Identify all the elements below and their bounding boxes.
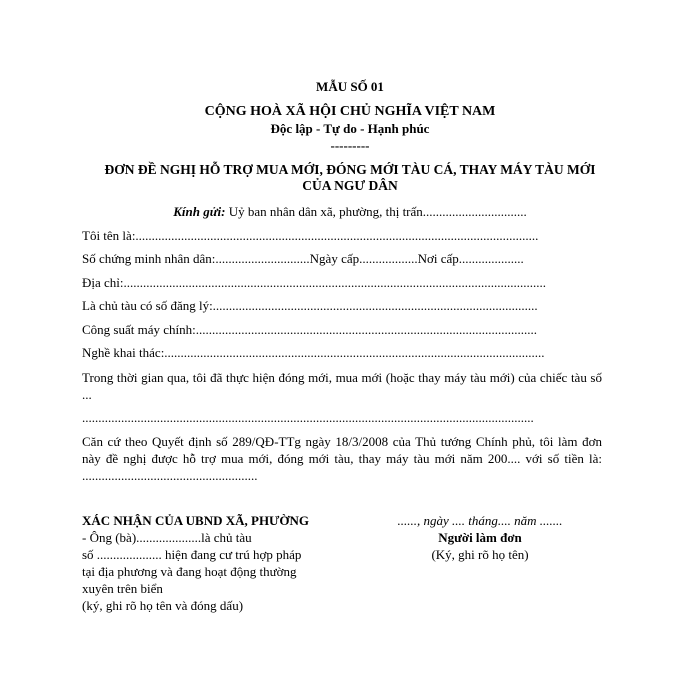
confirmation-line: tại địa phương và đang hoạt động thường [82,564,297,579]
form-title-line1: ĐƠN ĐỀ NGHỊ HỖ TRỢ MUA MỚI, ĐÓNG MỚI TÀU CÁ, THAY MÁY TÀU MỚI [104,162,596,177]
field-engine-power: Công suất máy chính:......................................................................................................... [82,322,537,337]
addressee [0,204,700,220]
commune-confirmation [82,512,309,614]
field-address: Địa chỉ:.................................................................................................................................. [82,275,547,290]
signature-note: (Ký, ghi rõ họ tên) [431,547,529,562]
motto: Độc lập - Tự do - Hạnh phúc [270,121,430,136]
applicant-label: Người làm đơn [438,530,522,545]
field-id-card: Số chứng minh nhân dân:.............................Ngày cấp..................Nơi cấp.................... [82,251,524,266]
field-fishing-trade: Nghề khai thác:..................................................................................................................... [82,345,545,360]
confirmation-line: số .................... hiện đang cư trú hợp pháp [82,547,302,562]
addressee-label: Kính gửi: [173,204,226,219]
date-line: ......, ngày .... tháng.... năm ....... [397,513,563,528]
form-title-line2: CỦA NGƯ DÂN [302,178,398,193]
form-number: MẪU SỐ 01 [316,79,384,94]
applicant-signature [380,512,580,563]
nation-title: CỘNG HOÀ XÃ HỘI CHỦ NGHĨA VIỆT NAM [204,104,496,119]
field-name: Tôi tên là:............................................................................................................................ [82,228,539,243]
confirmation-line: - Ông (bà)....................là chủ tàu [82,530,252,545]
confirmation-heading: XÁC NHẬN CỦA UBND XÃ, PHƯỜNG [82,513,310,528]
header-divider: --------- [330,138,370,153]
paragraph-boat-info: Trong thời gian qua, tôi đã thực hiện đóng mới, mua mới (hoặc thay máy tàu mới) của chiếc tàu số ... [82,370,602,402]
paragraph-dots: ........................................................................................................................................... [82,410,534,425]
paragraph-request: Căn cứ theo Quyết định số 289/QĐ-TTg ngày 18/3/2008 của Thủ tướng Chính phủ, tôi làm đơn này đề nghị được hỗ trợ mua mới, đóng mới tàu, thay máy tàu mới năm 200.... với số tiền là: ...................................................... [82,434,602,483]
confirmation-note: (ký, ghi rõ họ tên và đóng dấu) [82,598,244,613]
field-boat-owner: Là chủ tàu có số đăng lý:.................................................................................................... [82,298,538,313]
confirmation-line: xuyên trên biển [82,581,163,596]
addressee-text: Uỷ ban nhân dân xã, phường, thị trấn................................ [225,204,527,219]
